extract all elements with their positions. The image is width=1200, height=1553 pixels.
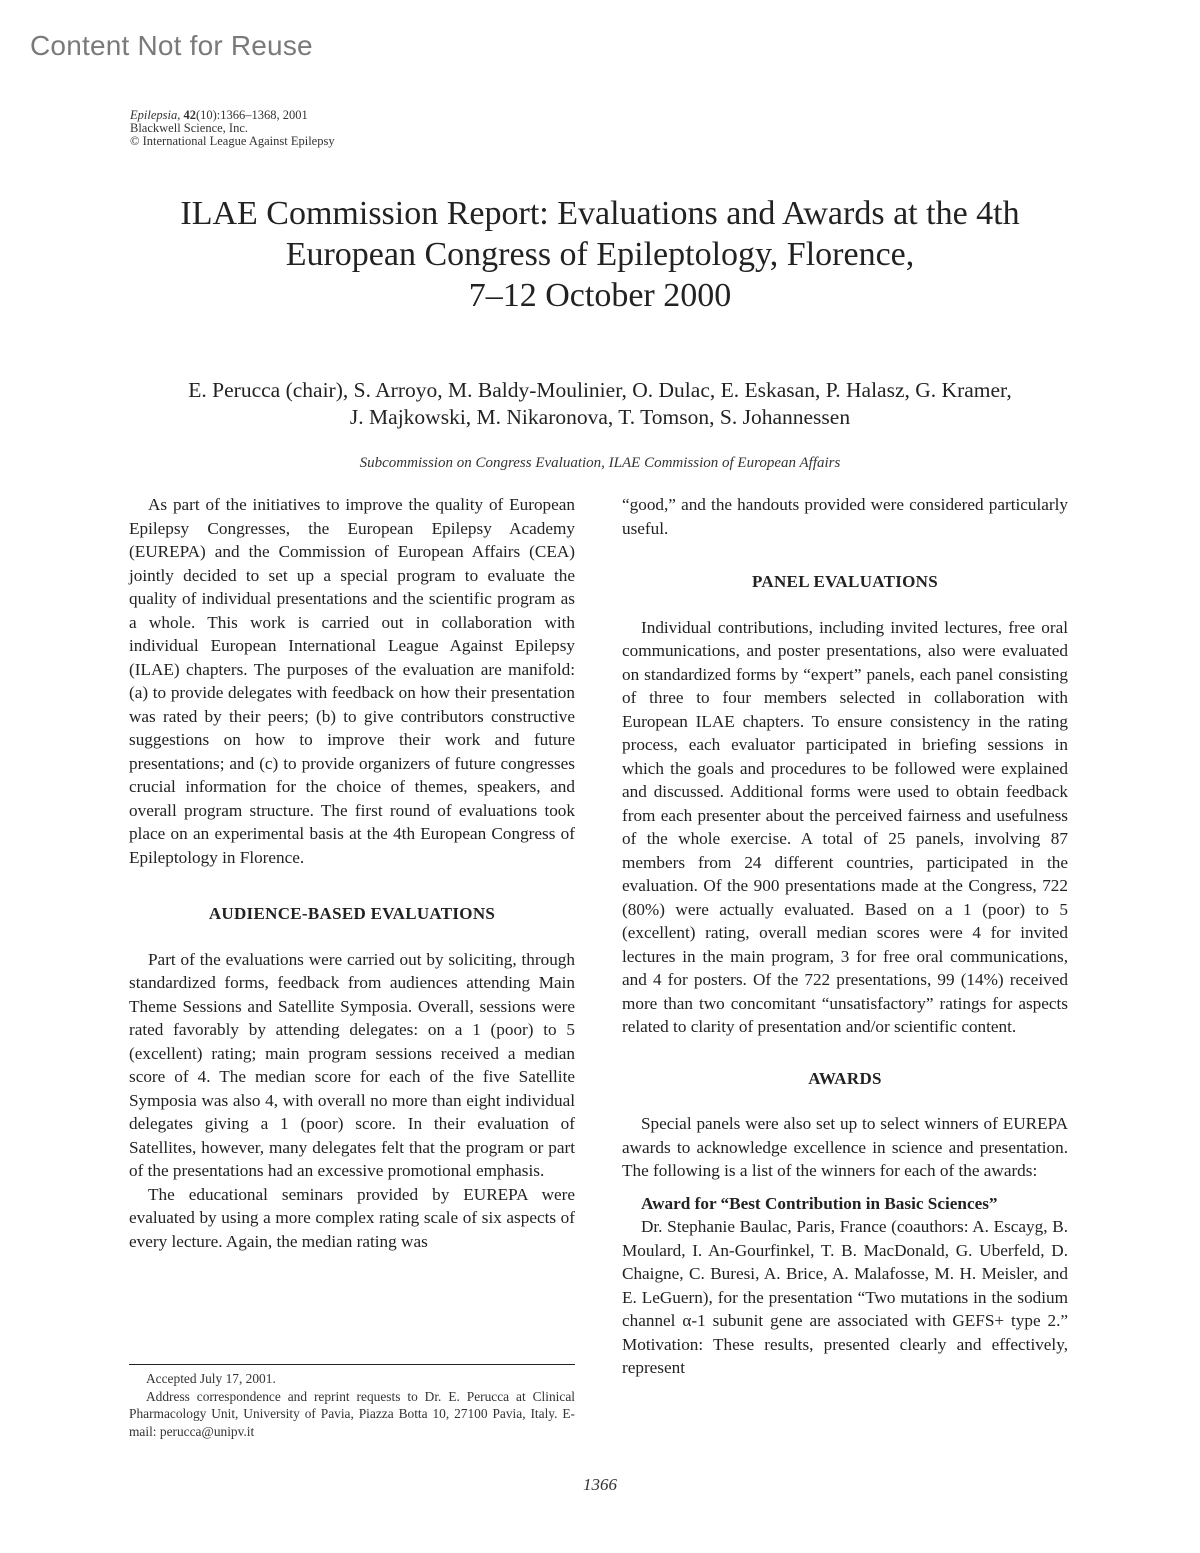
panel-paragraph: Individual contributions, including invited lectures, free oral communications, and poster presentations, also were evaluated on standardized forms by “expert” panels, each panel consisting of three to four members selected in collaboration with European ILAE chapters. To ensure consistency in the rating process, each evaluator participated in briefing sessions in which the goals and procedures to be followed were explained and discussed. Additional forms were used to obtain feedback from each presenter about the perceived fairness and usefulness of the whole exercise. A total of 25 panels, involving 87 members from 24 different countries, participated in the evaluation. Of the 900 presentations made at the Congress, 722 (80%) were actually evaluated. Based on a 1 (poor) to 5 (excellent) rating, overall median scores were 4 for invited lectures in the main program, 3 for free oral communications, and 4 for posters. Of the 722 presentations, 99 (14%) received more than two concomitant “unsatisfactory” ratings for aspects related to clarity of presentation and/or scientific content. (622, 617, 1068, 1036)
section-heading-awards: AWARDS (808, 1068, 882, 1088)
watermark: Content Not for Reuse (30, 30, 313, 61)
title-line-3: 7–12 October 2000 (468, 277, 732, 314)
audience-paragraph-1: Part of the evaluations were carried out by soliciting, through standardized forms, feedback from audiences attending Main Theme Sessions and Satellite Symposia. Overall, sessions were rated favorably by attending delegates: on a 1 (poor) to 5 (excellent) rating; main program sessions received a median score of 4. The median score for each of the five Satellite Symposia was also 4, with overall no more than eight individual delegates giving a 1 (poor) score. In their evaluation of Satellites, however, many delegates felt that the program or part of the presentations had an excessive promotional emphasis. (129, 949, 575, 1180)
right-column (622, 493, 1068, 1380)
intro-paragraph: As part of the initiatives to improve the quality of European Epilepsy Congresses, the European Epilepsy Academy (EUREPA) and the Commission of European Affairs (CEA) jointly decided to set up a special program to evaluate the quality of individual presentations and the scientific program as a whole. This work is carried out in collaboration with individual European International League Against Epilepsy (ILAE) chapters. The purposes of the evaluation are manifold: (a) to provide delegates with feedback on how their presentation was rated by their peers; (b) to give contributors constructive suggestions on how to improve their work and future presentations; and (c) to provide organizers of future congresses crucial information for the choice of themes, speakers, and overall program structure. The first round of evaluations took place on an experimental basis at the 4th European Congress of Epileptology in Florence. (129, 495, 575, 867)
journal-name: Epilepsia, (130, 108, 181, 122)
journal-volume: 42 (183, 108, 196, 122)
audience-paragraph-2: The educational seminars provided by EUREPA were evaluated by using a more complex rating scale of six aspects of every lecture. Again, the median rating was (129, 1184, 575, 1251)
authors-line-1: E. Perucca (chair), S. Arroyo, M. Baldy-Moulinier, O. Dulac, E. Eskasan, P. Halasz, G. Kramer, (188, 378, 1012, 402)
accepted-date: Accepted July 17, 2001. (146, 1371, 276, 1386)
title-line-1: ILAE Commission Report: Evaluations and Awards at the 4th (180, 195, 1020, 232)
footnote (129, 1370, 575, 1440)
affiliation: Subcommission on Congress Evaluation, ILAE Commission of European Affairs (359, 455, 841, 471)
left-column (129, 493, 575, 1253)
author-list (100, 377, 1100, 431)
authors-line-2: J. Majkowski, M. Nikaronova, T. Tomson, S. Johannessen (349, 405, 851, 429)
award-title-basic-sciences: Award for “Best Contribution in Basic Sciences” (641, 1193, 998, 1213)
award-paragraph: Dr. Stephanie Baulac, Paris, France (coauthors: A. Escayg, B. Moulard, I. An-Gourfinkel, T. B. MacDonald, G. Uberfeld, D. Chaigne, C. Buresi, A. Brice, A. Malafosse, M. H. Meisler, and E. LeGuern), for the presentation “Two mutations in the sodium channel α-1 subunit gene are associated with GEFS+ type 2.” Motivation: These results, presented clearly and effectively, represent (622, 1217, 1068, 1377)
section-heading-panel: PANEL EVALUATIONS (751, 572, 938, 591)
journal-issue-pages: (10):1366–1368, 2001 (195, 108, 308, 122)
publisher: Blackwell Science, Inc. (130, 121, 249, 135)
article-title (100, 193, 1100, 316)
title-line-2: European Congress of Epileptology, Florence, (285, 236, 915, 273)
page-number: 1366 (583, 1475, 617, 1494)
copyright: © International League Against Epilepsy (130, 134, 335, 148)
section-heading-audience: AUDIENCE-BASED EVALUATIONS (208, 904, 496, 923)
journal-citation (130, 109, 335, 148)
footnote-divider (129, 1364, 575, 1365)
continuation-paragraph: “good,” and the handouts provided were considered particularly useful. (622, 495, 1068, 538)
correspondence-address: Address correspondence and reprint requests to Dr. E. Perucca at Clinical Pharmacology Unit, University of Pavia, Piazza Botta 10, 27100 Pavia, Italy. E-mail: perucca@unipv.it (129, 1388, 575, 1439)
awards-paragraph: Special panels were also set up to select winners of EUREPA awards to acknowledge excellence in science and presentation. The following is a list of the winners for each of the awards: (622, 1114, 1068, 1180)
